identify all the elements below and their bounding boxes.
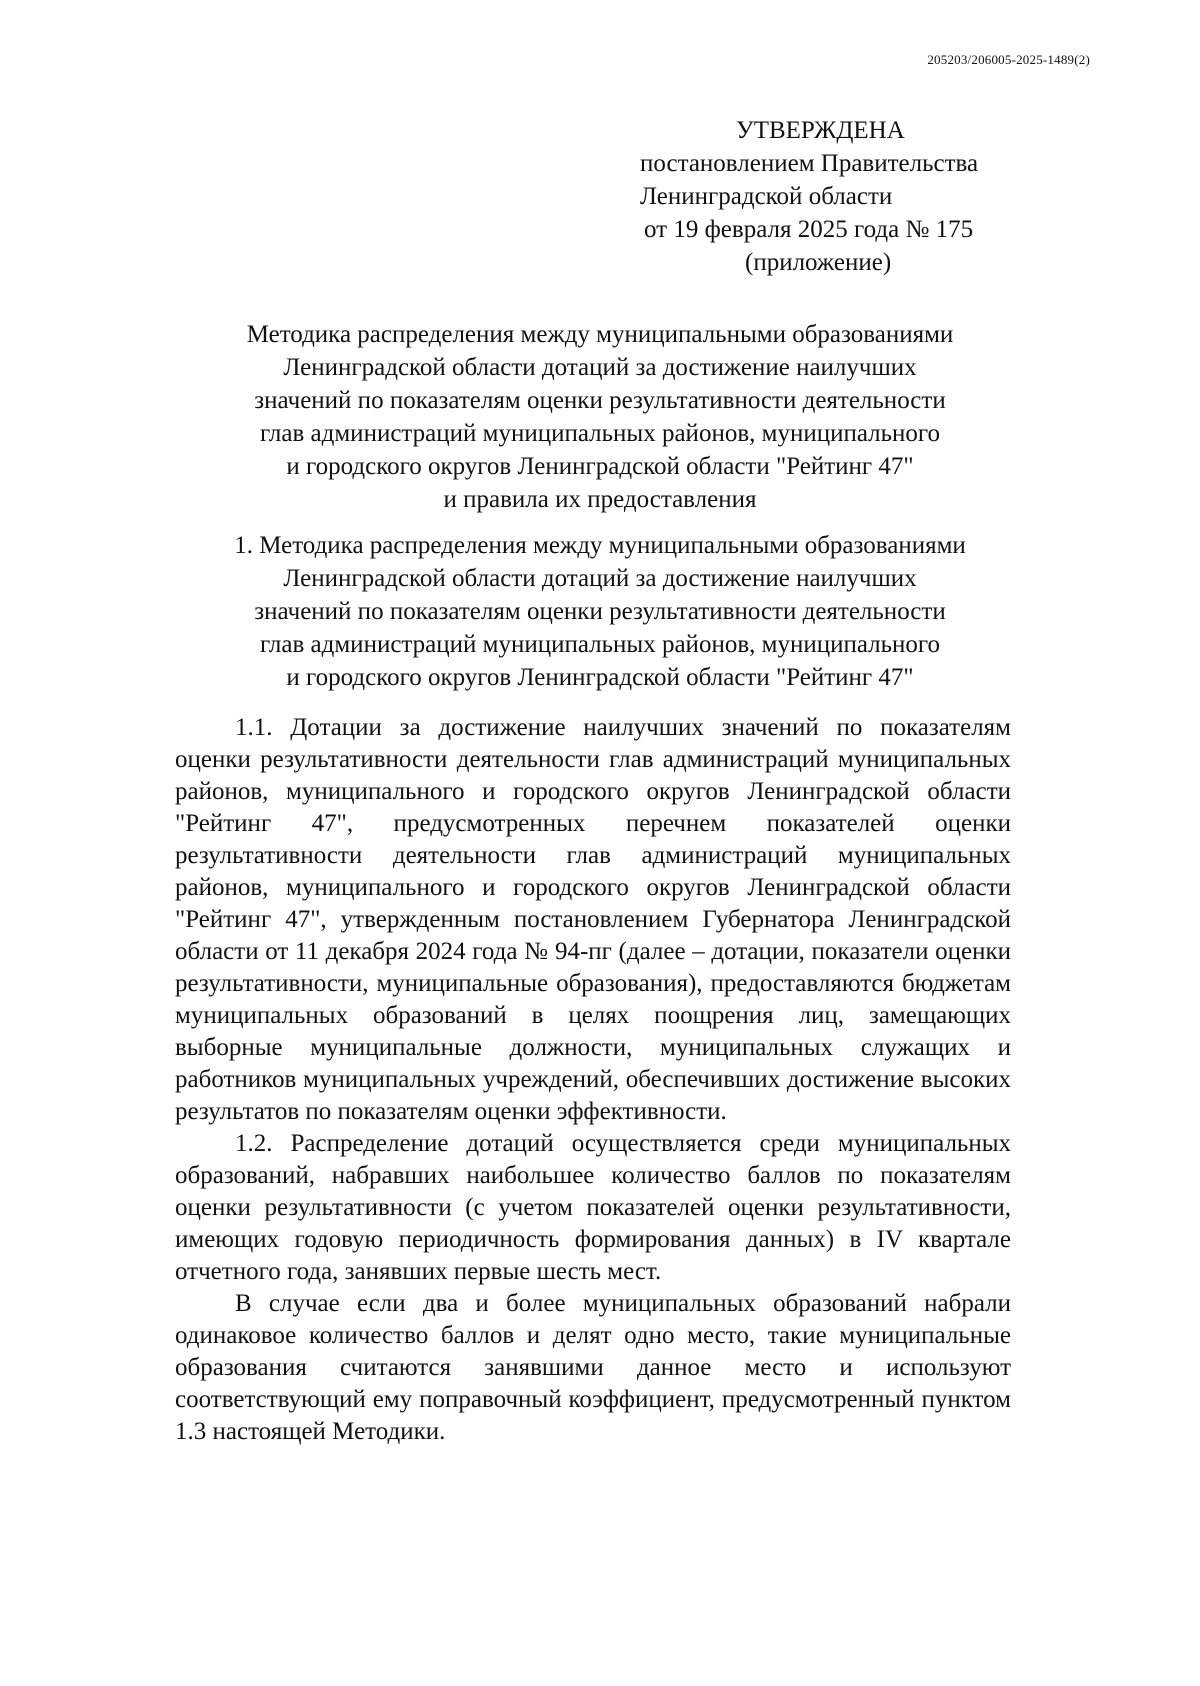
section-heading-line: и городского округов Ленинградской области "Рейтинг 47" [286,664,914,691]
approval-title: УТВЕРЖДЕНА [736,117,905,144]
paragraph: 1.2. Распределение дотаций осуществляется среди муниципальных образований, набравших наибольшее количество баллов по показателям оценки результативности (с учетом показателей оценки результативности, имеющих годовую периодичность формирования данных) в IV квартале отчетного года, занявших первые шесть мест. [175,1130,1011,1285]
approval-stamp [640,114,1020,279]
section-heading-line: значений по показателям оценки результативности деятельности [254,598,946,625]
approval-line: от 19 февраля 2025 года № 175 [644,216,974,243]
section-heading [130,529,1070,694]
title-line: и городского округов Ленинградской области "Рейтинг 47" [286,453,914,480]
title-line: глав администраций муниципальных районов, муниципального [259,420,941,447]
title-line: значений по показателям оценки результативности деятельности [254,387,946,414]
title-line: и правила их предоставления [443,486,757,513]
paragraph: 1.1. Дотации за достижение наилучших значений по показателям оценки результативности деятельности глав администраций муниципальных районов, муниципального и городского округов Ленинградской области "Рейтинг 47", предусмотренных перечнем показателей оценки результативности деятельности глав администраций муниципальных районов, муниципального и городского округов Ленинградской области "Рейтинг 47", утвержденным постановлением Губернатора Ленинградской области от 11 декабря 2024 года № 94-пг (далее – дотации, показатели оценки результативности, муниципальные образования), предоставляются бюджетам муниципальных образований в целях поощрения лиц, замещающих выборные муниципальные должности, муниципальных служащих и работников муниципальных учреждений, обеспечивших достижение высоких результатов по показателям оценки эффективности. [175,714,1011,1125]
approval-line: постановлением Правительства [640,150,979,177]
document-id: 205203/206005-2025-1489(2) [927,52,1090,67]
document-title [130,318,1070,516]
approval-line: (приложение) [745,249,892,276]
section-heading-line: глав администраций муниципальных районов, муниципального [259,631,941,658]
document-body [175,712,1011,1448]
title-line: Методика распределения между муниципальными образованиями [246,321,954,348]
title-line: Ленинградской области дотаций за достижение наилучших [283,354,917,381]
approval-line: Ленинградской области [640,183,893,210]
section-heading-line: 1. Методика распределения между муниципальными образованиями [234,532,966,559]
section-heading-line: Ленинградской области дотаций за достижение наилучших [283,565,917,592]
paragraph: В случае если два и более муниципальных образований набрали одинаковое количество баллов и делят одно место, такие муниципальные образования считаются занявшими данное место и используют соответствующий ему поправочный коэффициент, предусмотренный пунктом 1.3 настоящей Методики. [175,1290,1011,1445]
